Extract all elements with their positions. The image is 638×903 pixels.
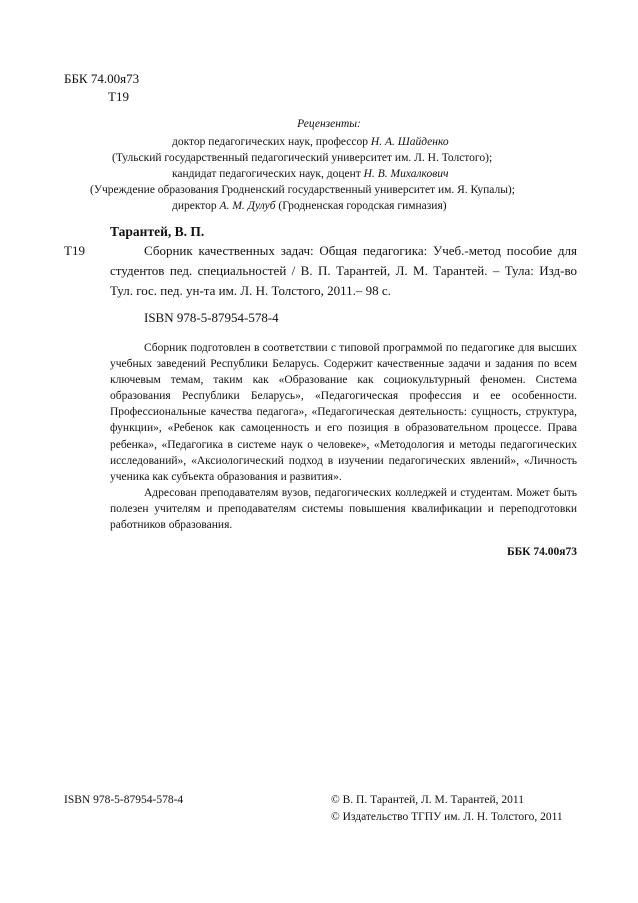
- bbk-index-bottom: ББК 74.00я73: [506, 546, 577, 558]
- record-isbn: ISBN 978-5-87954-578-4: [144, 310, 279, 325]
- record-description: Сборник качественных задач: Общая педагогика: Учеб.-метод пособие для студентов пед. специальностей / В. П. Тарантей, Л. М. Тарантей. – Тула: Изд-во Тул. гос. пед. ун-та им. Л. Н. Толстого, 2011.– 98 с.: [110, 243, 577, 298]
- record-author: Тарантей, В. П.: [110, 224, 205, 239]
- reviewers-title: Рецензенты:: [297, 118, 361, 130]
- author-code: Т19: [108, 89, 129, 104]
- record-code: Т19: [64, 243, 85, 258]
- copyright-publisher: © Издательство ТГПУ им. Л. Н. Толстого, 2011: [331, 811, 563, 823]
- footer-isbn: ISBN 978-5-87954-578-4: [64, 794, 184, 806]
- copyright-authors: © В. П. Тарантей, Л. М. Тарантей, 2011: [331, 794, 524, 806]
- bbk-index: ББК 74.00я73: [64, 71, 140, 86]
- reviewer-2: кандидат педагогических наук, доцент Н. В. Михалкович: [172, 168, 449, 180]
- annotation-paragraph-2: Адресован преподавателям вузов, педагогических колледжей и студентам. Может быть полезен учителям и преподавателям системы повышения квалификации и переподготовки работников образования.: [110, 486, 577, 532]
- annotation-paragraph-1: Сборник подготовлен в соответствии с типовой программой по педагогике для высших учебных заведений Республики Беларусь. Содержит качественные задачи и задания по всем ключевым темам, таким как «Образование как социокультурный феномен. Система образования Республики Беларусь», «Педагогическая профессия и ее особенности. Профессиональные качества педагога», «Педагогическая деятельность: сущность, структура, функции», «Ребенок как самоценность и его позиция в образовательном процессе. Права ребенка», «Педагогика в системе наук о человеке», «Методология и методы педагогических исследований», «Аксиологический подход в изучении педагогических явлений», «Личность ученика как субъекта образования и развития».: [110, 342, 577, 483]
- reviewer-2-org: (Учреждение образования Гродненский государственный университет им. Я. Купалы);: [90, 184, 515, 196]
- annotation: [110, 340, 577, 533]
- reviewer-3: директор А. М. Дулуб (Гродненская городская гимназия): [172, 200, 447, 212]
- reviewer-1-org: (Тульский государственный педагогический университет им. Л. Н. Толстого);: [112, 152, 493, 164]
- reviewer-1: доктор педагогических наук, профессор Н. А. Шайденко: [172, 136, 449, 148]
